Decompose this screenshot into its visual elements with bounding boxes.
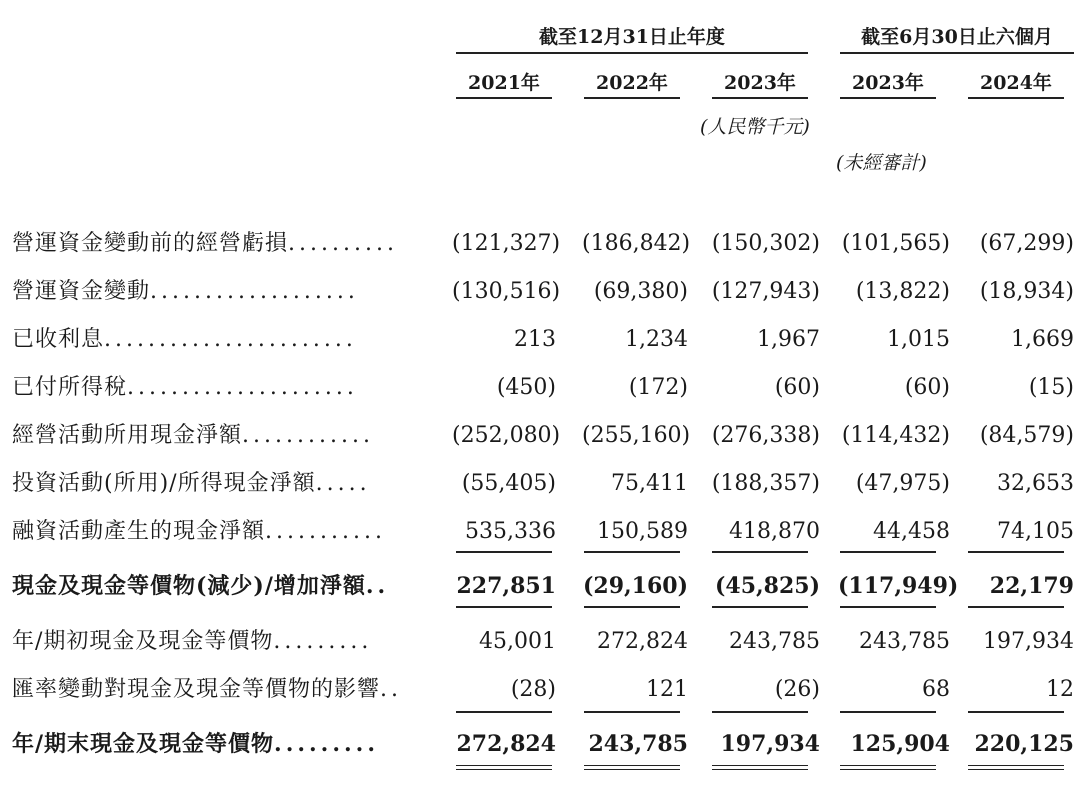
cell-value: (117,949): [838, 573, 959, 599]
cell-value: (130,516): [452, 279, 561, 304]
total-rule-col3: [712, 711, 808, 713]
table-row: [0, 318, 1080, 362]
header-annual-rule: [456, 52, 808, 54]
cell-value: 121: [646, 677, 688, 702]
cell-value: 1,234: [625, 327, 688, 352]
subtotal-underline-col4: [840, 606, 936, 608]
cell-value: (114,432): [841, 423, 950, 448]
subtotal-rule-col5: [968, 551, 1064, 553]
total-rule-col1: [456, 711, 552, 713]
total-double-rule-col4: [840, 765, 936, 770]
cell-value: (18,934): [979, 279, 1074, 304]
header-interim-rule: [840, 52, 1074, 54]
table-row: [0, 366, 1080, 410]
total-double-rule-col1: [456, 765, 552, 770]
subtotal-rule-col3: [712, 551, 808, 553]
cell-value: 1,669: [1011, 327, 1074, 352]
cell-value: (255,160): [582, 423, 691, 448]
header-interim-period: 截至6月30日止六個月: [861, 26, 1053, 48]
cell-value: 45,001: [479, 629, 556, 654]
cell-value: 44,458: [873, 519, 950, 544]
table-row: [0, 414, 1080, 458]
table-row: [0, 668, 1080, 712]
cell-value: (450): [496, 375, 556, 400]
year-rule-col3: [712, 97, 808, 99]
cell-value: 125,904: [850, 731, 950, 757]
cell-value: 272,824: [597, 629, 688, 654]
cell-value: 1,967: [757, 327, 820, 352]
total-rule-col2: [584, 711, 680, 713]
row-label: 已收利息.......................: [12, 327, 357, 352]
cell-value: (29,160): [582, 573, 688, 599]
cell-value: (15): [1028, 375, 1074, 400]
year-header-col4: 2023年: [852, 72, 924, 94]
cell-value: 220,125: [974, 731, 1074, 757]
cell-value: (28): [510, 677, 556, 702]
cell-value: 150,589: [597, 519, 688, 544]
year-header-col1: 2021年: [468, 72, 540, 94]
table-row: [0, 620, 1080, 664]
subtotal-rule-col4: [840, 551, 936, 553]
row-label: 經營活動所用現金淨額............: [12, 423, 374, 448]
cell-value: (186,842): [582, 231, 691, 256]
cell-value: 227,851: [456, 573, 556, 599]
cell-value: 74,105: [997, 519, 1074, 544]
year-header-col3: 2023年: [724, 72, 796, 94]
cell-value: 535,336: [465, 519, 556, 544]
cell-value: 243,785: [729, 629, 820, 654]
cell-value: (55,405): [461, 471, 556, 496]
row-label: 年/期末現金及現金等價物.........: [12, 731, 379, 757]
row-label: 年/期初現金及現金等價物.........: [12, 629, 373, 654]
table-row: [0, 462, 1080, 506]
cell-value: 213: [514, 327, 556, 352]
year-rule-col2: [584, 97, 680, 99]
row-label: 營運資金變動...................: [12, 279, 359, 304]
table-row: [0, 510, 1080, 554]
year-rule-col5: [968, 97, 1064, 99]
table-row-subtotal: [0, 564, 1080, 608]
cell-value: 197,934: [720, 731, 820, 757]
subtotal-underline-col5: [968, 606, 1064, 608]
cell-value: 418,870: [729, 519, 820, 544]
table-row-total: [0, 722, 1080, 766]
total-double-rule-col2: [584, 765, 680, 770]
cell-value: (13,822): [855, 279, 950, 304]
cell-value: (60): [774, 375, 820, 400]
row-label: 投資活動(所用)/所得現金淨額.....: [12, 471, 371, 496]
subtotal-rule-col2: [584, 551, 680, 553]
cell-value: (84,579): [979, 423, 1074, 448]
table-row: [0, 222, 1080, 266]
cell-value: 32,653: [997, 471, 1074, 496]
cell-value: 272,824: [456, 731, 556, 757]
cell-value: (252,080): [452, 423, 561, 448]
row-label: 融資活動產生的現金淨額...........: [12, 519, 386, 544]
total-rule-col5: [968, 711, 1064, 713]
cell-value: (172): [628, 375, 688, 400]
cell-value: 1,015: [887, 327, 950, 352]
subtotal-underline-col1: [456, 606, 552, 608]
year-rule-col1: [456, 97, 552, 99]
row-label: 營運資金變動前的經營虧損..........: [12, 231, 398, 256]
cell-value: 243,785: [588, 731, 688, 757]
cell-value: (26): [774, 677, 820, 702]
row-label: 現金及現金等價物(減少)/增加淨額..: [12, 573, 390, 599]
row-label: 匯率變動對現金及現金等價物的影響..: [12, 677, 403, 702]
row-label: 已付所得稅.....................: [12, 375, 358, 400]
cell-value: (101,565): [841, 231, 950, 256]
cell-value: (69,380): [593, 279, 688, 304]
unaudited-note: (未經審計): [836, 152, 927, 174]
cell-value: (150,302): [711, 231, 820, 256]
total-double-rule-col3: [712, 765, 808, 770]
year-header-col2: 2022年: [596, 72, 668, 94]
subtotal-rule-col1: [456, 551, 552, 553]
cell-value: (276,338): [711, 423, 820, 448]
cell-value: (188,357): [711, 471, 820, 496]
cell-value: 75,411: [611, 471, 688, 496]
year-header-col5: 2024年: [980, 72, 1052, 94]
cell-value: (60): [904, 375, 950, 400]
cell-value: (47,975): [855, 471, 950, 496]
subtotal-underline-col3: [712, 606, 808, 608]
total-double-rule-col5: [968, 765, 1064, 770]
unit-note: (人民幣千元): [700, 116, 810, 138]
cell-value: 12: [1046, 677, 1074, 702]
cell-value: 243,785: [859, 629, 950, 654]
subtotal-underline-col2: [584, 606, 680, 608]
cell-value: (127,943): [711, 279, 820, 304]
cell-value: (67,299): [979, 231, 1074, 256]
cell-value: 22,179: [989, 573, 1074, 599]
cell-value: (121,327): [452, 231, 561, 256]
total-rule-col4: [840, 711, 936, 713]
cell-value: 197,934: [983, 629, 1074, 654]
cell-value: 68: [922, 677, 950, 702]
year-rule-col4: [840, 97, 936, 99]
table-row: [0, 270, 1080, 314]
header-annual-period: 截至12月31日止年度: [539, 26, 725, 48]
cell-value: (45,825): [714, 573, 820, 599]
